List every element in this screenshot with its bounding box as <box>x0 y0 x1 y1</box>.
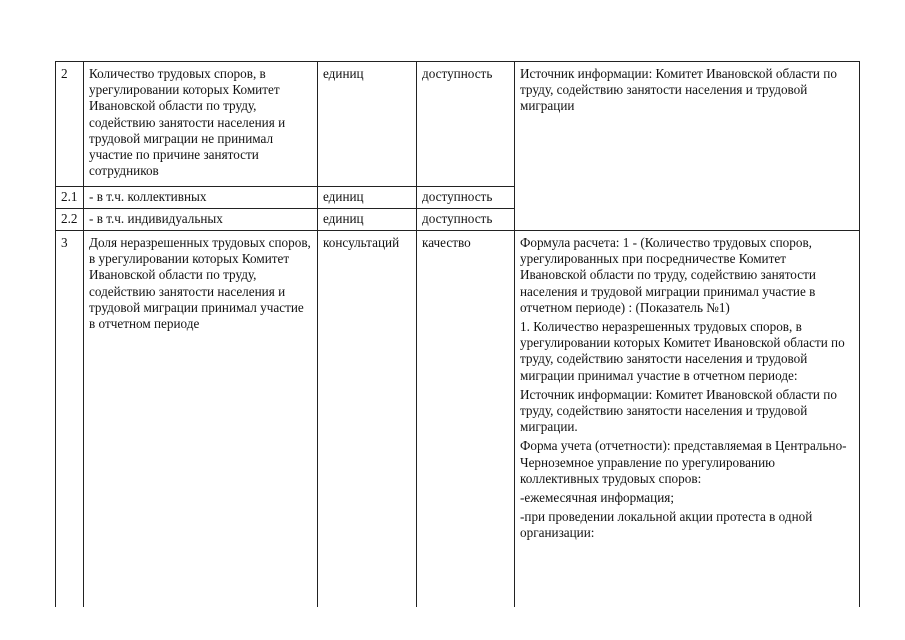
list-item: -при проведении локальной акции протеста в одной организации: <box>520 509 813 541</box>
indicator-type: качество <box>417 231 515 608</box>
formula-paragraph: Формула расчета: 1 - (Количество трудовых споров, урегулированных при посредничестве Комитет Ивановской области по труду, содействию занятости населения и трудовой миграции принимал участие в отчетном периоде) : (Показатель №1) <box>520 235 816 315</box>
unit-of-measure: единиц <box>318 62 417 187</box>
indicator-type: доступность <box>417 62 515 187</box>
list-item: -ежемесячная информация; <box>520 490 674 506</box>
table-row <box>56 62 860 187</box>
indicator-name: - в т.ч. коллективных <box>84 187 318 209</box>
unit-of-measure: консультаций <box>318 231 417 608</box>
indicator-type: доступность <box>417 209 515 231</box>
indicator-name: Доля неразрешенных трудовых споров, в урегулировании которых Комитет Ивановской области по труду, содействию занятости населения и трудовой миграции принимал участие в отчетном периоде <box>84 231 318 608</box>
row-number: 2.1 <box>56 187 84 209</box>
row-number: 3 <box>56 231 84 608</box>
report-form-paragraph: Форма учета (отчетности): представляемая в Центрально-Черноземное управление по урегулированию коллективных трудовых споров: <box>520 438 847 486</box>
indicator-type: доступность <box>417 187 515 209</box>
unit-of-measure: единиц <box>318 209 417 231</box>
indicator-description: Источник информации: Комитет Ивановской области по труду, содействию занятости населения и трудовой миграции <box>515 62 860 231</box>
unit-of-measure: единиц <box>318 187 417 209</box>
row-number: 2.2 <box>56 209 84 231</box>
row-number: 2 <box>56 62 84 187</box>
indicator-name: Количество трудовых споров, в урегулировании которых Комитет Ивановской области по труду, содействию занятости населения и трудовой миграции не принимал участие по причине занятости сотрудников <box>84 62 318 187</box>
indicator-name: - в т.ч. индивидуальных <box>84 209 318 231</box>
source-paragraph: Источник информации: Комитет Ивановской области по труду, содействию занятости населения и трудовой миграции. <box>520 386 837 435</box>
table-row <box>56 231 860 608</box>
indicator-description <box>515 231 860 608</box>
description-paragraph: 1. Количество неразрешенных трудовых споров, в урегулировании которых Комитет Ивановской области по труду, содействию занятости населения и трудовой миграции принимал участие в отчетном периоде: <box>520 319 845 383</box>
indicators-table <box>55 61 860 607</box>
